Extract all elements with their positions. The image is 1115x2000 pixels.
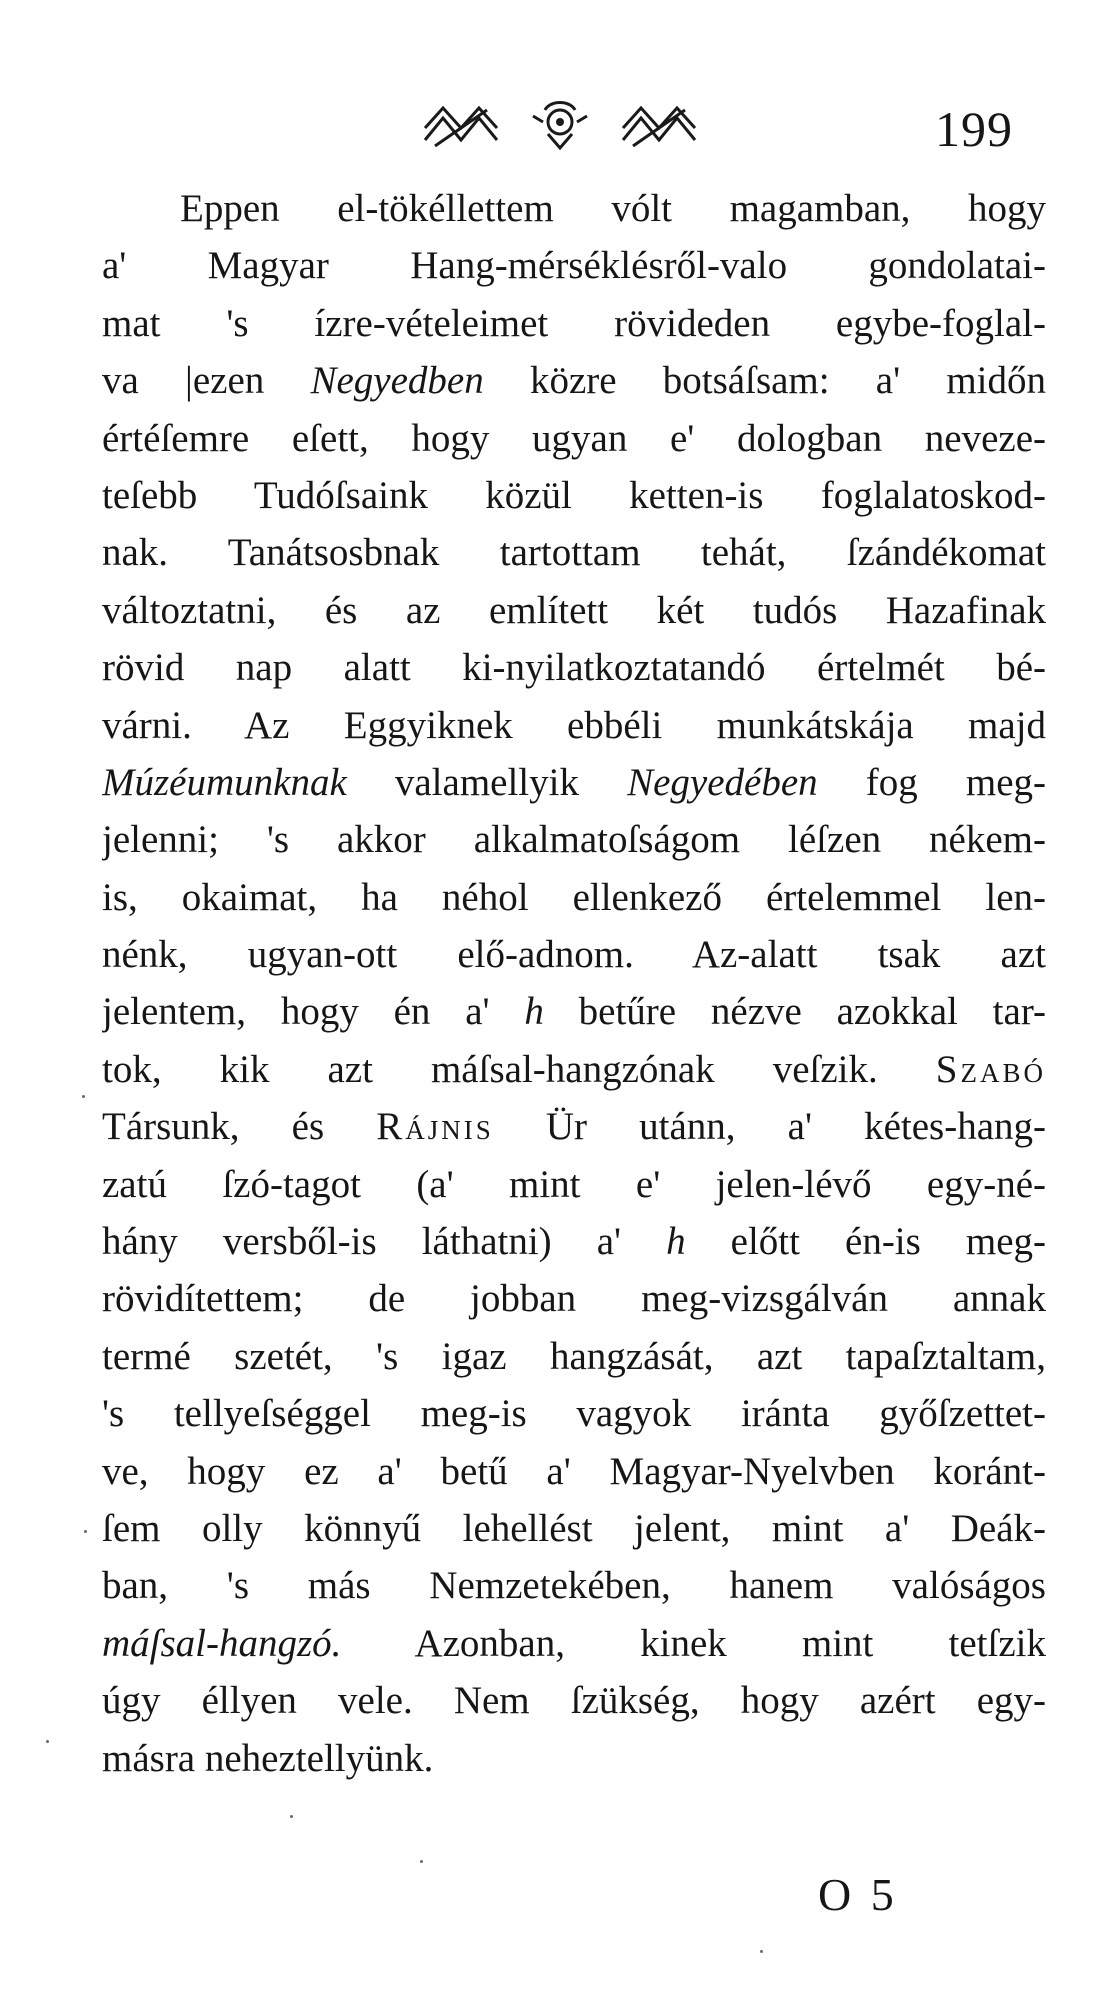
- text-line: Múzéumunknak valamellyik Negyedében fog meg-: [102, 760, 1046, 804]
- text-line: is, okaimat, ha néhol ellenkező értelemmel len-: [102, 875, 1046, 919]
- italic-term: máſsal-hangzó.: [102, 1621, 342, 1665]
- text-line: ve, hogy ez a' betű a' Magyar-Nyelvben koránt-: [102, 1449, 1046, 1493]
- body-text: [102, 180, 1046, 1787]
- italic-term: Negyedben: [310, 359, 484, 403]
- text-line: ſem olly könnyű lehellést jelent, mint a' Deák-: [102, 1506, 1046, 1550]
- text-line: ban, 's más Nemzetekében, hanem valóságos: [102, 1564, 1046, 1608]
- text-line: Társunk, és Rájnis Ür utánn, a' kétes-hang-: [102, 1105, 1046, 1149]
- text-line: mat 's ízre-vételeimet rövideden egybe-foglal-: [102, 301, 1046, 345]
- text-line: másra neheztellyünk.: [102, 1736, 434, 1780]
- text-line: va |ezen Negyedben közre botsáſsam: a' midőn: [102, 359, 1046, 403]
- paper-speck: [290, 1815, 293, 1818]
- text-line: jelentem, hogy én a' h betűre nézve azokkal tar-: [102, 990, 1046, 1034]
- signature-mark: O 5: [818, 1869, 898, 1920]
- text-line: teſebb Tudóſsaink közül ketten-is foglalatoskod-: [102, 473, 1046, 517]
- text-line: rövidítettem; de jobban meg-vizsgálván annak: [102, 1277, 1046, 1321]
- text-line: Eppen el-tökéllettem vólt magamban, hogy: [180, 187, 1046, 230]
- text-line: zatú ſzó-tagot (a' mint e' jelen-lévő egy-né-: [102, 1162, 1046, 1206]
- text-line: termé szetét, 's igaz hangzását, azt tapaſztaltam,: [102, 1334, 1046, 1378]
- italic-term: Negyedében: [627, 760, 818, 804]
- text-line: várni. Az Eggyiknek ebbéli munkátskája majd: [102, 703, 1046, 747]
- text-line: rövid nap alatt ki-nyilatkoztatandó értelmét bé-: [102, 646, 1046, 690]
- paper-speck: [84, 1530, 87, 1533]
- text-line: értéſemre eſett, hogy ugyan e' dologban neveze-: [102, 416, 1046, 460]
- paper-speck: [82, 1095, 85, 1098]
- text-line: nak. Tanátsosbnak tartottam tehát, ſzándékomat: [102, 531, 1046, 575]
- text-line: máſsal-hangzó. Azonban, kinek mint tetſzik: [102, 1621, 1046, 1665]
- text-line: változtatni, és az említett két tudós Hazafinak: [102, 588, 1046, 632]
- paper-speck: [420, 1860, 423, 1863]
- text-line: úgy éllyen vele. Nem ſzükség, hogy azért egy-: [102, 1679, 1046, 1723]
- italic-letter: h: [524, 990, 544, 1034]
- text-line: tok, kik azt máſsal-hangzónak veſzik. Szabó: [102, 1047, 1046, 1091]
- text-line: hány versből-is láthatni) a' h előtt én-is meg-: [102, 1220, 1046, 1264]
- small-caps-name: Szabó: [935, 1047, 1046, 1091]
- italic-term: Múzéumunknak: [102, 760, 347, 804]
- page-header: [0, 96, 1115, 156]
- small-caps-name: Rájnis: [376, 1105, 494, 1149]
- italic-letter: h: [666, 1220, 686, 1264]
- paper-speck: [760, 1950, 763, 1953]
- text-line: nénk, ugyan-ott elő-adnom. Az-alatt tsak azt: [102, 933, 1046, 977]
- paper-speck: [46, 1740, 49, 1743]
- text-line: a' Magyar Hang-mérséklésről-valo gondolatai-: [102, 244, 1046, 288]
- text-line: 's tellyeſséggel meg-is vagyok iránta győſzettet-: [102, 1392, 1046, 1436]
- decorative-ornament-icon: [415, 96, 705, 156]
- text-line: jelenni; 's akkor alkalmatoſságom léſzen nékem-: [102, 818, 1046, 862]
- page-number: 199: [935, 101, 1013, 157]
